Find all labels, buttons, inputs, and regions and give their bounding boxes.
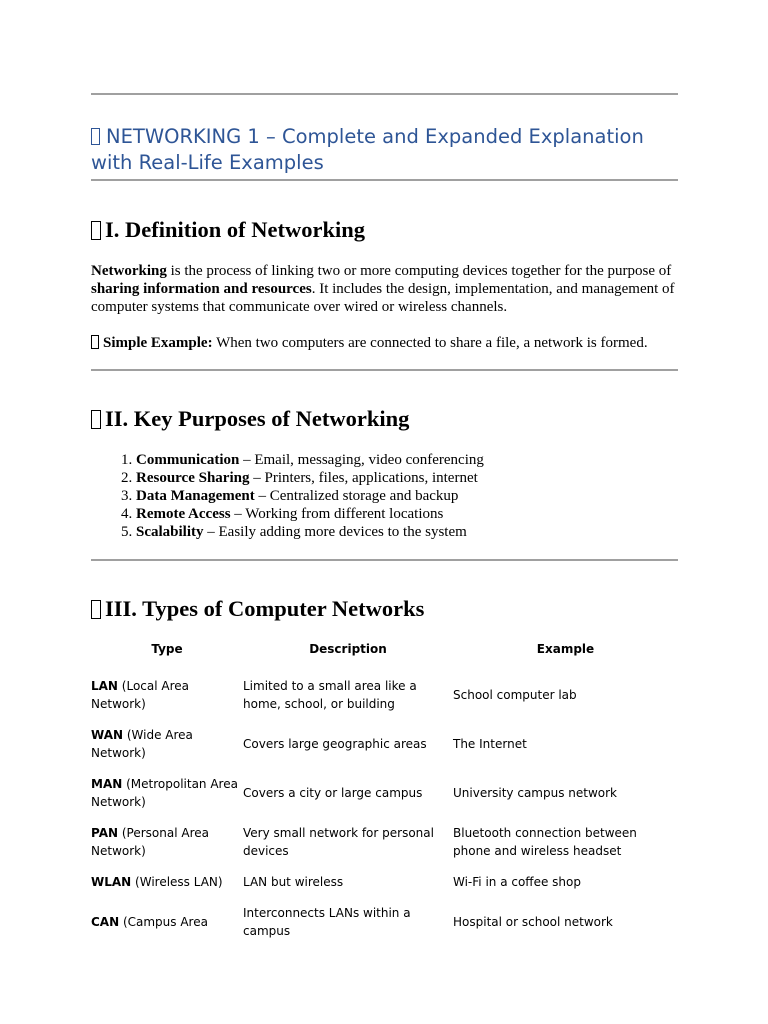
list-item-term: Resource Sharing: [136, 470, 250, 486]
term-networking: Networking: [91, 263, 167, 279]
description-cell: Covers a city or large campus: [243, 786, 423, 800]
list-item: [136, 451, 484, 469]
example-cell: Hospital or school network: [453, 915, 613, 929]
purposes-list: [91, 451, 484, 541]
type-abbr: MAN: [91, 777, 123, 791]
section-heading: [91, 405, 409, 433]
list-item-term: Data Management: [136, 488, 255, 504]
paragraph-text: is the process of linking two or more computing devices together for the purpose of: [166, 263, 672, 279]
bold-phrase: sharing information and resources: [91, 281, 312, 297]
list-item: [136, 469, 484, 487]
column-header-example: Example: [536, 642, 595, 656]
example-cell: Wi-Fi in a coffee shop: [453, 875, 581, 889]
type-full: (Wide Area Network): [91, 728, 193, 760]
network-types-table: [91, 638, 678, 947]
list-item-desc: – Working from different locations: [230, 506, 444, 522]
type-abbr: WLAN: [91, 875, 132, 889]
example-cell: University campus network: [453, 786, 618, 800]
section-heading-text: II. Key Purposes of Networking: [105, 406, 410, 431]
type-full: (Metropolitan Area Network): [91, 777, 238, 809]
list-item: [136, 505, 484, 523]
example-text: When two computers are connected to share a file, a network is formed.: [212, 335, 648, 351]
table-row: [91, 898, 678, 947]
table-row: [91, 671, 678, 720]
type-cell: [91, 720, 243, 769]
list-item: [136, 523, 484, 541]
type-abbr: WAN: [91, 728, 124, 742]
type-abbr: CAN: [91, 915, 120, 929]
paragraph-text: . It includes the design, implementation, and management of computer systems that communicate over wired or wireless channels.: [91, 281, 675, 315]
type-cell: [91, 769, 243, 818]
description-cell: Covers large geographic areas: [243, 737, 427, 751]
list-item-desc: – Easily adding more devices to the system: [203, 524, 467, 540]
description-cell: LAN but wireless: [243, 875, 344, 889]
type-cell: [91, 818, 243, 867]
list-item-term: Communication: [136, 452, 240, 468]
description-cell: Very small network for personal devices: [243, 826, 434, 858]
example-cell: School computer lab: [453, 688, 577, 702]
description-cell: Interconnects LANs within a campus: [243, 906, 411, 938]
type-full: (Campus Area: [119, 915, 208, 929]
type-cell: [91, 898, 243, 947]
horizontal-rule: [91, 559, 678, 561]
missing-glyph-icon: [91, 600, 101, 619]
list-item-desc: – Email, messaging, video conferencing: [239, 452, 484, 468]
section-heading-text: III. Types of Computer Networks: [105, 596, 425, 621]
horizontal-rule: [91, 369, 678, 371]
list-item-desc: – Centralized storage and backup: [254, 488, 459, 504]
column-header-description: Description: [309, 642, 387, 656]
description-cell: Limited to a small area like a home, school, or building: [243, 679, 417, 711]
document-title: [91, 124, 678, 176]
horizontal-rule: [91, 179, 678, 181]
type-cell: [91, 867, 243, 898]
definition-paragraph: [91, 262, 681, 316]
section-heading-text: I. Definition of Networking: [105, 217, 365, 242]
type-full: (Personal Area Network): [91, 826, 209, 858]
simple-example-paragraph: [91, 334, 681, 352]
table-row: [91, 769, 678, 818]
list-item: [136, 487, 484, 505]
missing-glyph-icon: [91, 410, 101, 429]
section-heading: [91, 216, 365, 244]
horizontal-rule: [91, 93, 678, 95]
missing-glyph-icon: [91, 221, 101, 240]
table-row: [91, 720, 678, 769]
table-row: [91, 818, 678, 867]
missing-glyph-icon: [91, 335, 99, 349]
table-row: [91, 867, 678, 898]
section-heading: [91, 595, 424, 623]
example-label: Simple Example:: [103, 335, 213, 351]
example-cell: The Internet: [453, 737, 527, 751]
type-cell: [91, 671, 243, 720]
example-cell: Bluetooth connection between phone and wireless headset: [453, 826, 637, 858]
missing-glyph-icon: [91, 128, 100, 145]
table-header-row: [91, 638, 678, 671]
list-item-term: Remote Access: [136, 506, 231, 522]
type-abbr: PAN: [91, 826, 119, 840]
list-item-term: Scalability: [136, 524, 204, 540]
column-header-type: Type: [151, 642, 183, 656]
list-item-desc: – Printers, files, applications, internet: [249, 470, 478, 486]
type-abbr: LAN: [91, 679, 118, 693]
type-full: (Wireless LAN): [131, 875, 223, 889]
document-title-text: NETWORKING 1 – Complete and Expanded Explanation with Real-Life Examples: [91, 125, 644, 174]
type-full: (Local Area Network): [91, 679, 190, 711]
